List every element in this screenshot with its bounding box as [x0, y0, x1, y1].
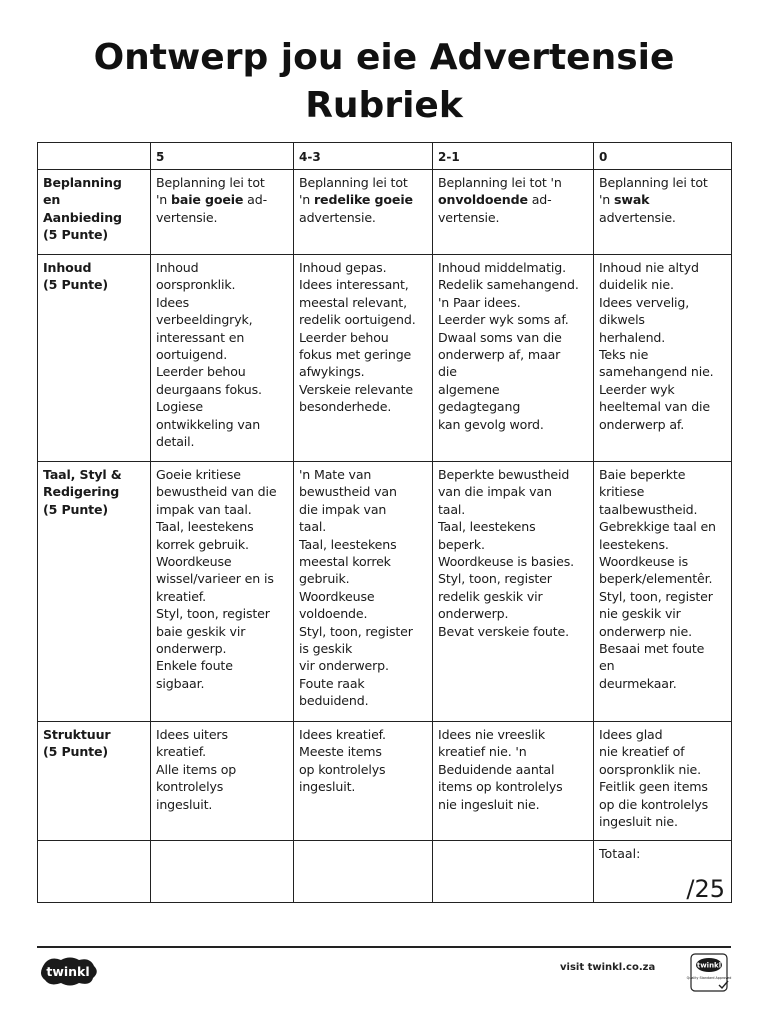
descriptor-text-end: ad- vertensie. [156, 192, 267, 225]
descriptor-cell [433, 722, 594, 841]
descriptor-text: Inhoud gepas. Idees interessant, meestal relevant, redelik oortuigend. Leerder behou fokus met geringe afwykings. Verskeie relevante besonderhede. [299, 260, 416, 415]
descriptor-cell [594, 170, 732, 255]
descriptor-cell [294, 462, 433, 722]
descriptor-cell [151, 255, 294, 462]
descriptor-text: Idees kreatief. Meeste items op kontrolelys ingesluit. [299, 727, 386, 795]
criterion-cell: Taal, Styl & Redigering (5 Punte) [38, 462, 151, 722]
descriptor-cell [294, 722, 433, 841]
badge-text: Quality Standard Approved [686, 976, 732, 980]
total-label: Totaal: [599, 846, 641, 861]
descriptor-text: Idees nie vreeslik kreatief nie. 'n Beduidende aantal items op kontrolelys nie ingesluit nie. [438, 727, 563, 812]
descriptor-text: Goeie kritiese bewustheid van die impak van taal. Taal, leestekens korrek gebruik. Woordkeuse wissel/varieer en is kreatief. Styl, toon, register baie geskik vir onderwerp. Enkele foute sigbaar. [156, 467, 277, 691]
header-cell: 4-3 [294, 143, 433, 170]
descriptor-text: Beplanning lei tot 'n [156, 175, 265, 208]
header-row [38, 143, 732, 170]
descriptor-text: Inhoud nie altyd duidelik nie. Idees vervelig, dikwels herhalend. Teks nie samehangend nie. Leerder wyk heeltemal van die onderwerp af. [599, 260, 714, 432]
descriptor-cell [151, 462, 294, 722]
descriptor-text: Beplanning lei tot 'n [299, 175, 408, 208]
total-row [38, 841, 732, 903]
descriptor-cell [151, 170, 294, 255]
title-line-1: Ontwerp jou eie Advertensie [93, 37, 675, 78]
descriptor-cell [594, 722, 732, 841]
header-cell: 0 [594, 143, 732, 170]
descriptor-text: Inhoud oorspronklik. Idees verbeeldingryk, interessant en oortuigend. Leerder behou deurgaans fokus. Logiese ontwikkeling van detail. [156, 260, 262, 450]
descriptor-cell [433, 462, 594, 722]
descriptor-cell [433, 255, 594, 462]
header-cell: 5 [151, 143, 294, 170]
header-cell [38, 143, 151, 170]
descriptor-cell [151, 722, 294, 841]
descriptor-emphasis: onvoldoende [438, 192, 528, 208]
descriptor-text-end: ad- vertensie. [438, 192, 552, 225]
descriptor-emphasis: redelike goeie [314, 192, 413, 208]
total-cell [594, 841, 732, 903]
descriptor-emphasis: baie goeie [171, 192, 244, 208]
descriptor-cell [433, 170, 594, 255]
twinkl-logo [37, 955, 99, 987]
empty-cell [294, 841, 433, 903]
rubric-table [37, 142, 732, 903]
descriptor-text: Idees uiters kreatief. Alle items op kontrolelys ingesluit. [156, 727, 237, 812]
descriptor-text: Inhoud middelmatig. Redelik samehangend. 'n Paar idees. Leerder wyk soms af. Dwaal soms van die onderwerp af, maar die algemene gedagtegang kan gevolg word. [438, 260, 579, 432]
criterion-cell: Struktuur (5 Punte) [38, 722, 151, 841]
title-line-2: Rubriek [305, 85, 463, 126]
descriptor-text: 'n Mate van bewustheid van die impak van taal. Taal, leestekens meestal korrek gebruik. Woordkeuse voldoende. Styl, toon, register is geskik vir onderwerp. Foute raak beduidend. [299, 467, 413, 709]
empty-cell [433, 841, 594, 903]
header-cell: 2-1 [433, 143, 594, 170]
descriptor-text-end: advertensie. [299, 209, 376, 225]
quality-badge [686, 953, 732, 993]
descriptor-cell [594, 462, 732, 722]
criterion-cell: Inhoud (5 Punte) [38, 255, 151, 462]
descriptor-cell [294, 255, 433, 462]
descriptor-emphasis: swak [614, 192, 650, 208]
badge-brand: twinkl [696, 961, 722, 970]
descriptor-text: Beplanning lei tot 'n [599, 175, 708, 208]
rubric-row [38, 462, 732, 722]
page-title [0, 34, 768, 130]
criterion-cell: Beplanning en Aanbieding (5 Punte) [38, 170, 151, 255]
descriptor-text: Beplanning lei tot 'n [438, 175, 562, 190]
descriptor-text: Baie beperkte kritiese taalbewustheid. Gebrekkige taal en leestekens. Woordkeuse is beperk/elementêr. Styl, toon, register nie geskik vir onderwerp nie. Besaai met foute en deurmekaar. [599, 467, 716, 691]
rubric-row [38, 255, 732, 462]
total-score: /25 [686, 874, 725, 903]
rubric-row [38, 170, 732, 255]
footer-divider [37, 946, 731, 948]
descriptor-cell [594, 255, 732, 462]
rubric-row [38, 722, 732, 841]
empty-cell [38, 841, 151, 903]
logo-text: twinkl [46, 964, 90, 979]
footer-website: visit twinkl.co.za [560, 962, 656, 973]
descriptor-text: Idees glad nie kreatief of oorspronklik nie. Feitlik geen items op die kontrolelys ingesluit nie. [599, 727, 709, 830]
descriptor-cell [294, 170, 433, 255]
descriptor-text: Beperkte bewustheid van die impak van taal. Taal, leestekens beperk. Woordkeuse is basies. Styl, toon, register redelik geskik vir onderwerp. Bevat verskeie foute. [438, 467, 574, 639]
descriptor-text-end: advertensie. [599, 209, 676, 225]
empty-cell [151, 841, 294, 903]
